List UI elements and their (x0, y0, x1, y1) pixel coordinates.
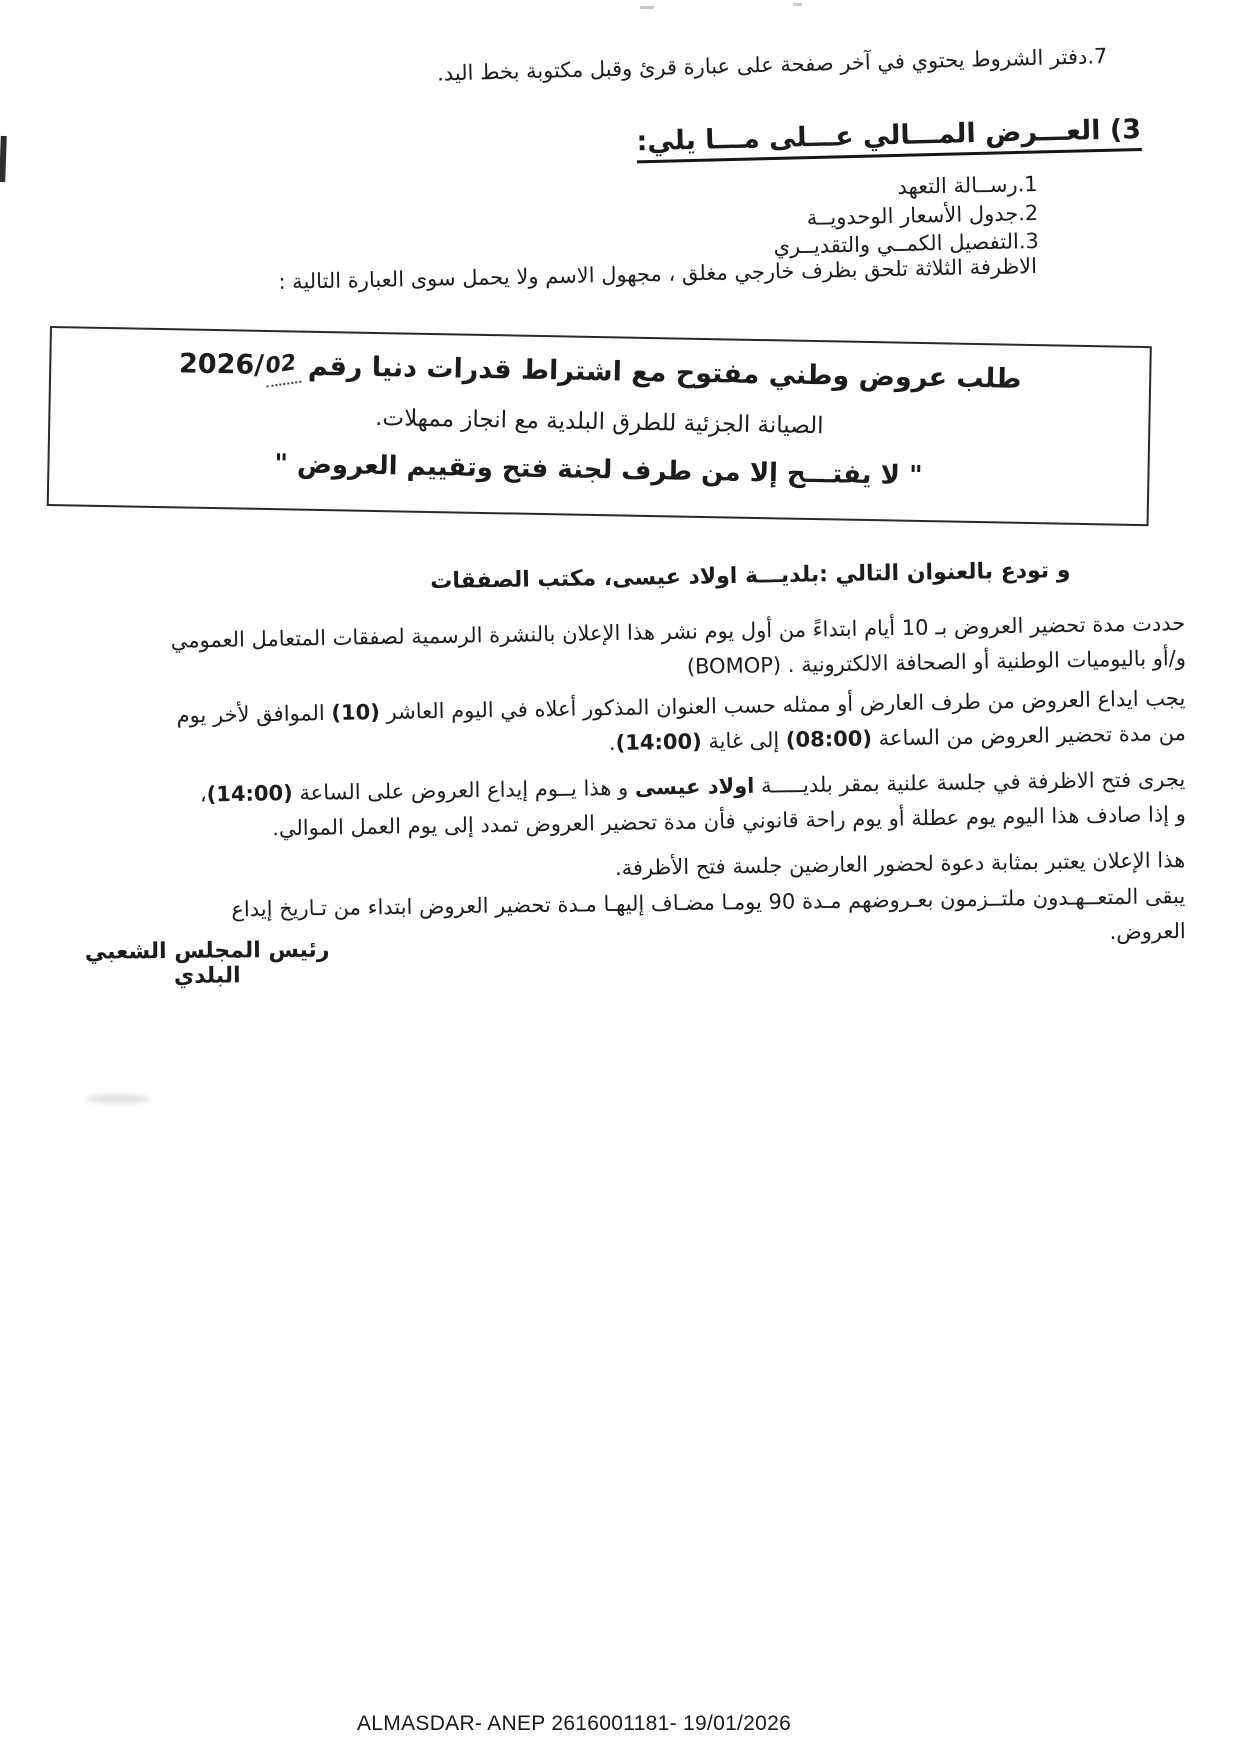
deposit-paragraph: يجب ايداع العروض من طرف العارض أو ممثله حسب العنوان المذكور أعلاه في اليوم العاشر (10) الموافق لأخر يوم من مدة تحضير العروض من الساعة (08:00) إلى غاية (14:00). (176, 685, 1187, 756)
scan-mark-left-edge (0, 136, 7, 182)
invitation-line: هذا الإعلان يعتبر بمثابة دعوة لحضور العارضين جلسة فتح الأظرفة. (614, 847, 1186, 880)
tender-box (47, 326, 1152, 526)
tender-title (51, 344, 1150, 404)
tender-subject: الصيانة الجزئية للطرق البلدية مع انجاز ممهلات. (374, 404, 824, 440)
opening-paragraph: يجرى فتح الاظرفة في جلسة علنية بمقر بلديـــــة اولاد عيسى و هذا يــوم إيداع العروض على الساعة (14:00)، و إذا صادف هذا اليوم يوم عطلة أو يوم راحة قانوني فأن مدة تحضير العروض تمدد إلى يوم العمل الموالي. (199, 766, 1187, 841)
tender-warning: " لا يفتـــح إلا من طرف لجنة فتح وتقييم العروض " (274, 449, 923, 492)
tender-number-handwritten: 02 (261, 345, 301, 387)
financial-offer-heading: 3) العـــرض المـــالي عـــلى مـــا يلي: (637, 114, 1142, 163)
clause-7-line: 7.دفتر الشروط يحتوي في آخر صفحة على عبارة قرئ وقبل مكتوبة بخط اليد. (436, 44, 1108, 86)
tender-number-printed: 2026/ (178, 348, 265, 381)
scan-speck (793, 3, 802, 6)
tender-title-text: طلب عروض وطني مفتوح مع اشتراط قدرات دنيا رقم (307, 350, 1022, 395)
commitment-paragraph: يبقى المتعــهـدون ملتــزمون بعـروضهم مـدة 90 يومـا مضـاف إليهـا مـدة تحضير العروض ابتداء من تـاريخ إيداع العروض. (231, 883, 1186, 945)
tender-number (179, 346, 299, 388)
scan-smudge (86, 1094, 150, 1104)
preparation-paragraph: حددت مدة تحضير العروض بـ 10 أيام ابتداءً من أول يوم نشر هذا الإعلان بالنشرة الرسمية لصفقات المتعامل العمومي و/أو باليوميات الوطنية أو الصحافة الالكترونية . (BOMOP) (170, 610, 1187, 679)
list-item: 2.جدول الأسعار الوحدويــة (806, 200, 1039, 230)
list-item: 3.التفصيل الكمــي والتقديــري (772, 228, 1039, 259)
list-item: 1.رســالة التعهد (896, 171, 1038, 199)
president-signature: رئيس المجلس الشعبي البلدي (84, 937, 330, 989)
submission-address: و تودع بالعنوان التالي :بلديـــة اولاد عيسى، مكتب الصفقات (429, 558, 1071, 595)
anep-footer: ALMASDAR- ANEP 2616001181- 19/01/2026 (357, 1712, 792, 1735)
envelope-instruction: الاظرفة الثلاثة تلحق بظرف خارجي مغلق ، مجهول الاسم ولا يحمل سوى العبارة التالية : (278, 254, 1038, 294)
scan-speck (640, 6, 654, 9)
financial-offer-list (772, 170, 1039, 261)
